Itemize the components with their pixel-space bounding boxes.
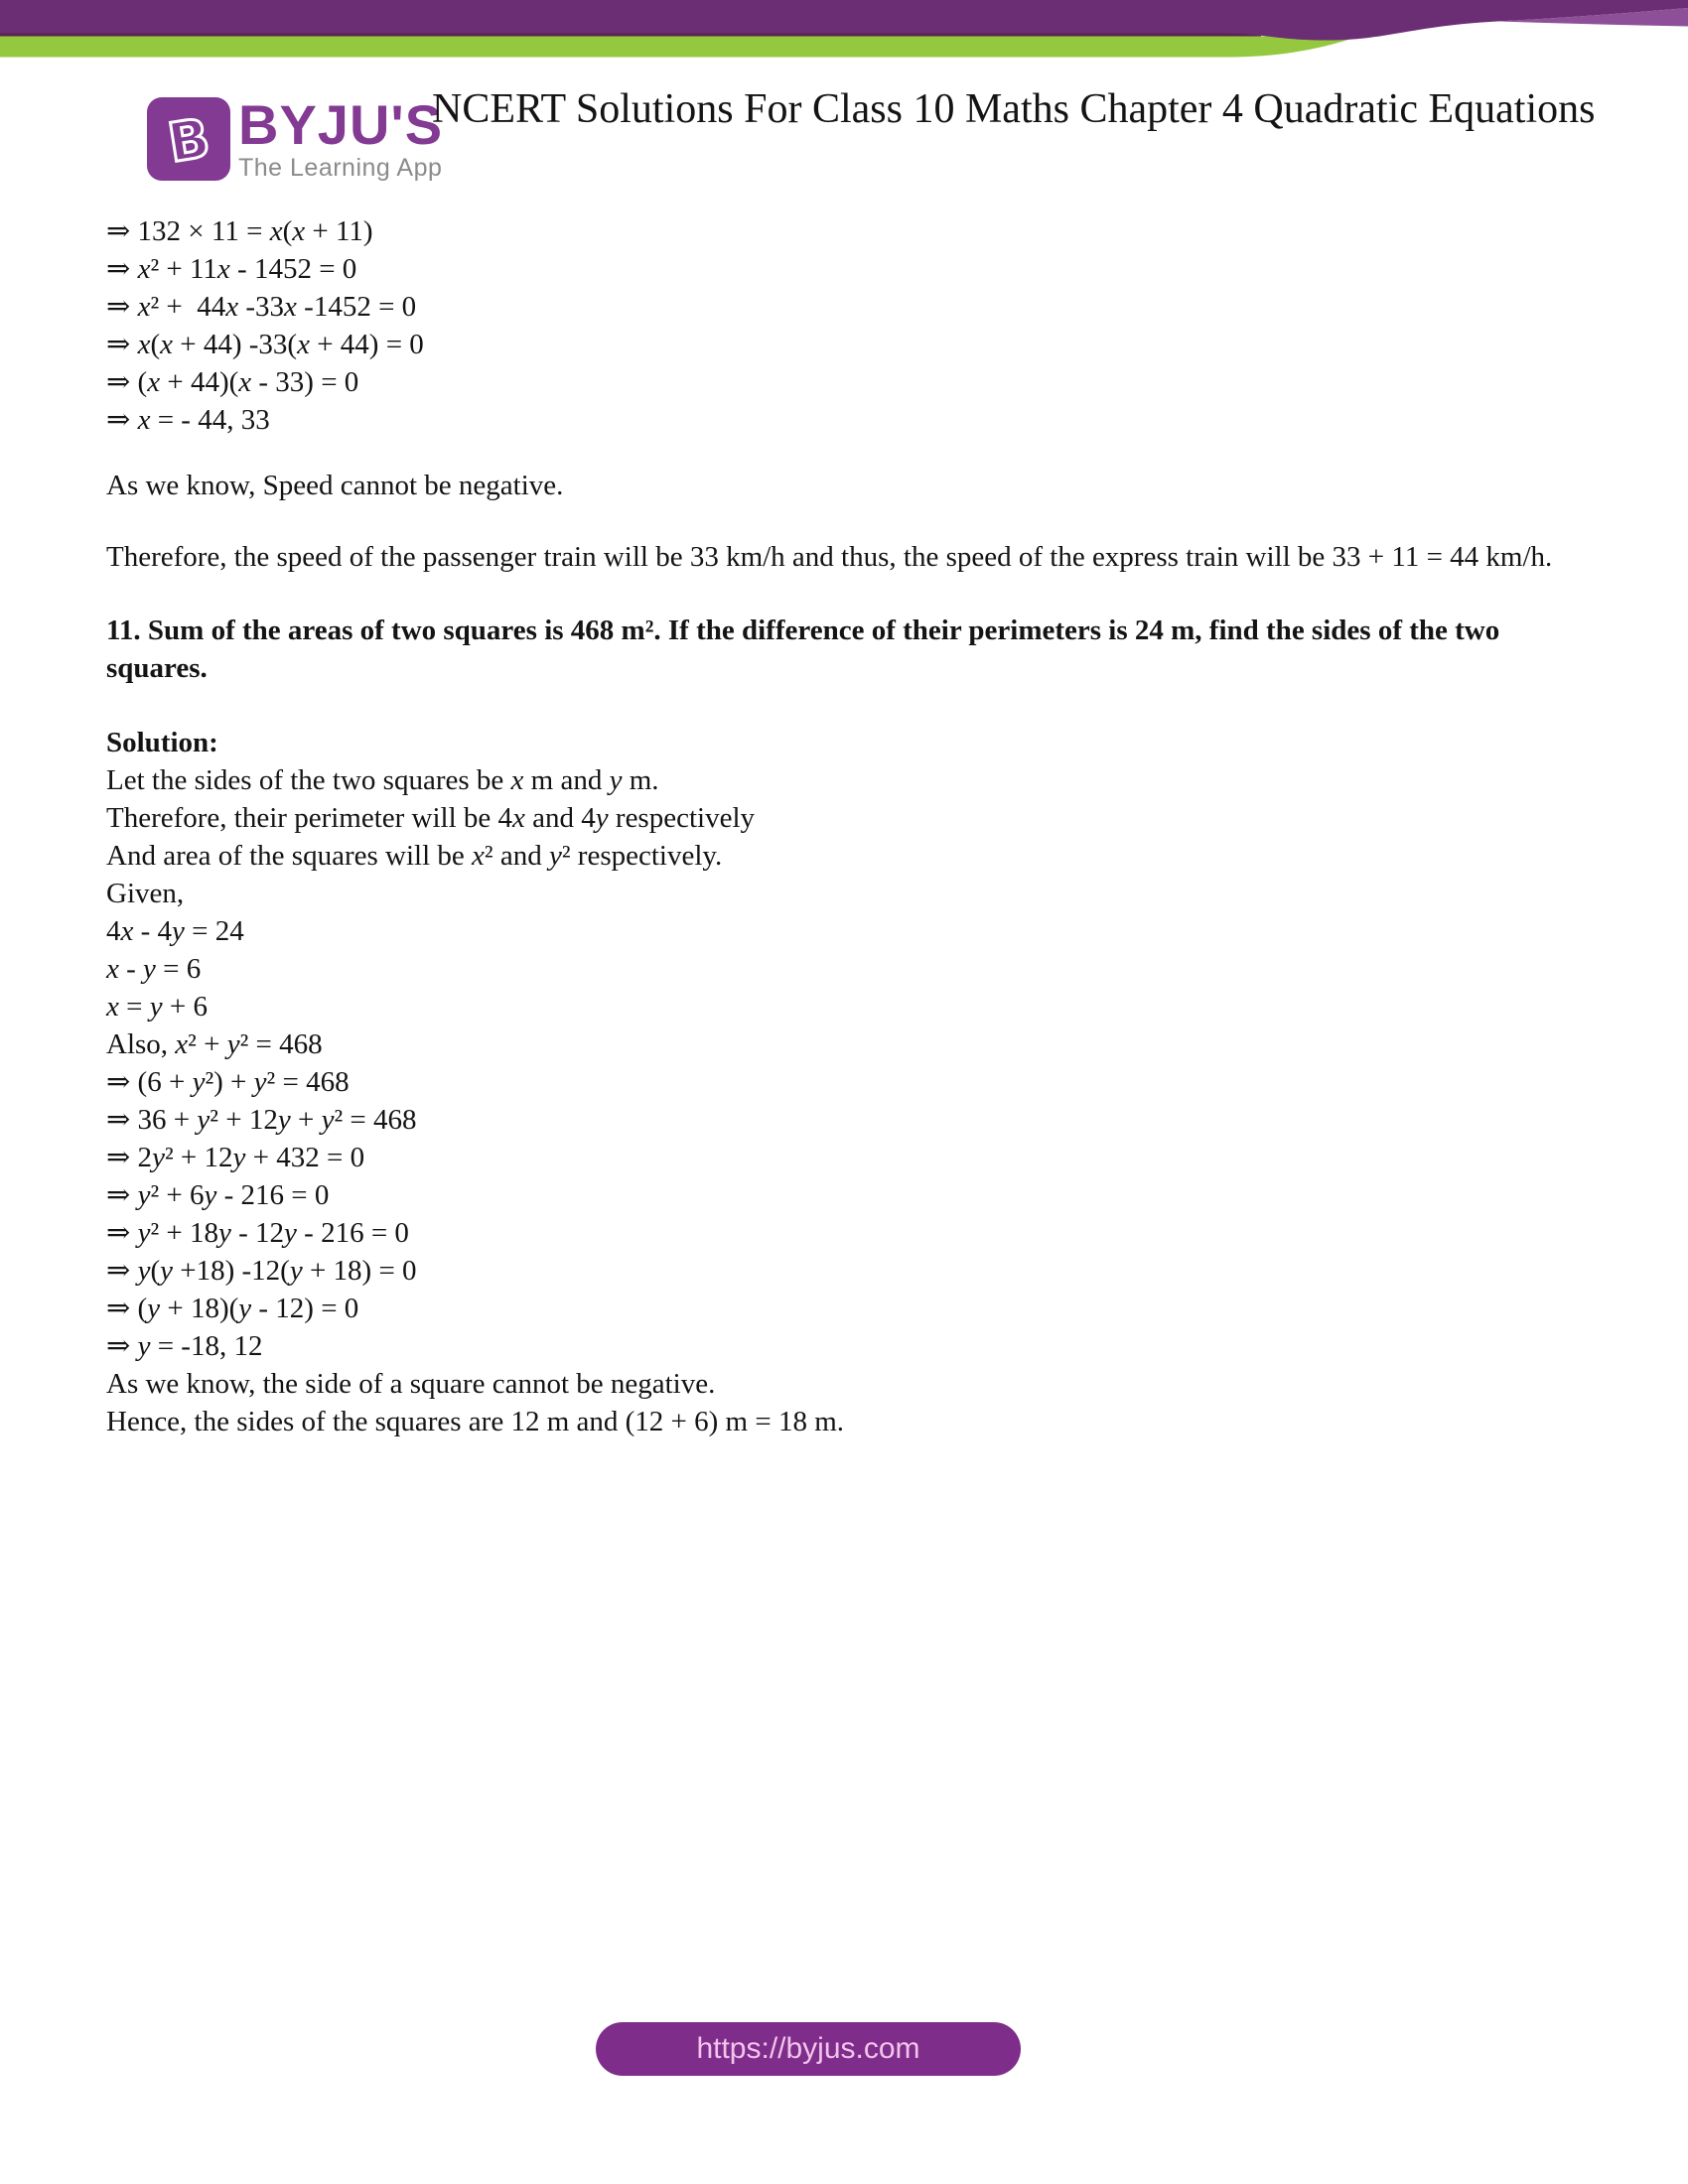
math-line: ⇒ 2y² + 12y + 432 = 0 — [106, 1142, 365, 1173]
question-11-heading: 11. Sum of the areas of two squares is 468 m². If the difference of their perimeters is 24 m, find the sides of the two squares. — [106, 614, 1507, 684]
math-line: ⇒ y = -18, 12 — [106, 1330, 263, 1362]
document-title: NCERT Solutions For Class 10 Maths Chapter 4 Quadratic Equations — [432, 86, 1596, 132]
para-conclusion: Therefore, the speed of the passenger train will be 33 km/h and thus, the speed of the express train will be 33 + 11 = 44 km/h. — [106, 541, 1553, 573]
math-line: ⇒ (6 + y²) + y² = 468 — [106, 1066, 350, 1098]
math-line: 4x - 4y = 24 — [106, 915, 244, 947]
byjus-b-icon: B — [163, 106, 214, 175]
math-line: x = y + 6 — [106, 991, 208, 1023]
equation-block-1 — [106, 212, 1596, 439]
footer-link-label: https://byjus.com — [696, 2032, 920, 2065]
byjus-brand-name: BYJU'S — [238, 93, 444, 156]
green-band-shape — [0, 36, 1360, 58]
math-line: As we know, the side of a square cannot be negative. — [106, 1368, 716, 1400]
math-line: And area of the squares will be x² and y² respectively. — [106, 840, 723, 872]
divider-line-shape — [0, 34, 1261, 37]
math-line: ⇒ 132 × 11 = x(x + 11) — [106, 215, 373, 247]
header-banner — [0, 0, 1688, 79]
byjus-tagline: The Learning App — [238, 154, 443, 182]
math-line: Hence, the sides of the squares are 12 m and (12 + 6) m = 18 m. — [106, 1406, 845, 1437]
byjus-logo — [147, 93, 444, 185]
footer-link-button[interactable] — [596, 2022, 1021, 2076]
math-line: Let the sides of the two squares be x m and y m. — [106, 764, 659, 796]
math-line: Also, x² + y² = 468 — [106, 1028, 323, 1060]
math-line: ⇒ x² + 44x -33x -1452 = 0 — [106, 291, 417, 323]
solution-block — [106, 761, 1596, 1440]
math-line: ⇒ x = - 44, 33 — [106, 404, 270, 436]
math-line: x - y = 6 — [106, 953, 202, 985]
byjus-b-badge — [147, 97, 230, 181]
math-line: Given, — [106, 878, 185, 909]
math-line: ⇒ 36 + y² + 12y + y² = 468 — [106, 1104, 417, 1136]
math-line: ⇒ (y + 18)(y - 12) = 0 — [106, 1293, 359, 1324]
math-line: ⇒ x(x + 44) -33(x + 44) = 0 — [106, 329, 424, 360]
content — [106, 212, 1596, 1440]
math-line: ⇒ x² + 11x - 1452 = 0 — [106, 253, 357, 285]
math-line: Therefore, their perimeter will be 4x and 4y respectively — [106, 802, 756, 834]
math-line: ⇒ y² + 6y - 216 = 0 — [106, 1179, 330, 1211]
solution-heading: Solution: — [106, 727, 218, 758]
math-line: ⇒ y(y +18) -12(y + 18) = 0 — [106, 1255, 417, 1287]
math-line: ⇒ y² + 18y - 12y - 216 = 0 — [106, 1217, 409, 1249]
para-speed-note: As we know, Speed cannot be negative. — [106, 470, 564, 501]
math-line: ⇒ (x + 44)(x - 33) = 0 — [106, 366, 359, 398]
